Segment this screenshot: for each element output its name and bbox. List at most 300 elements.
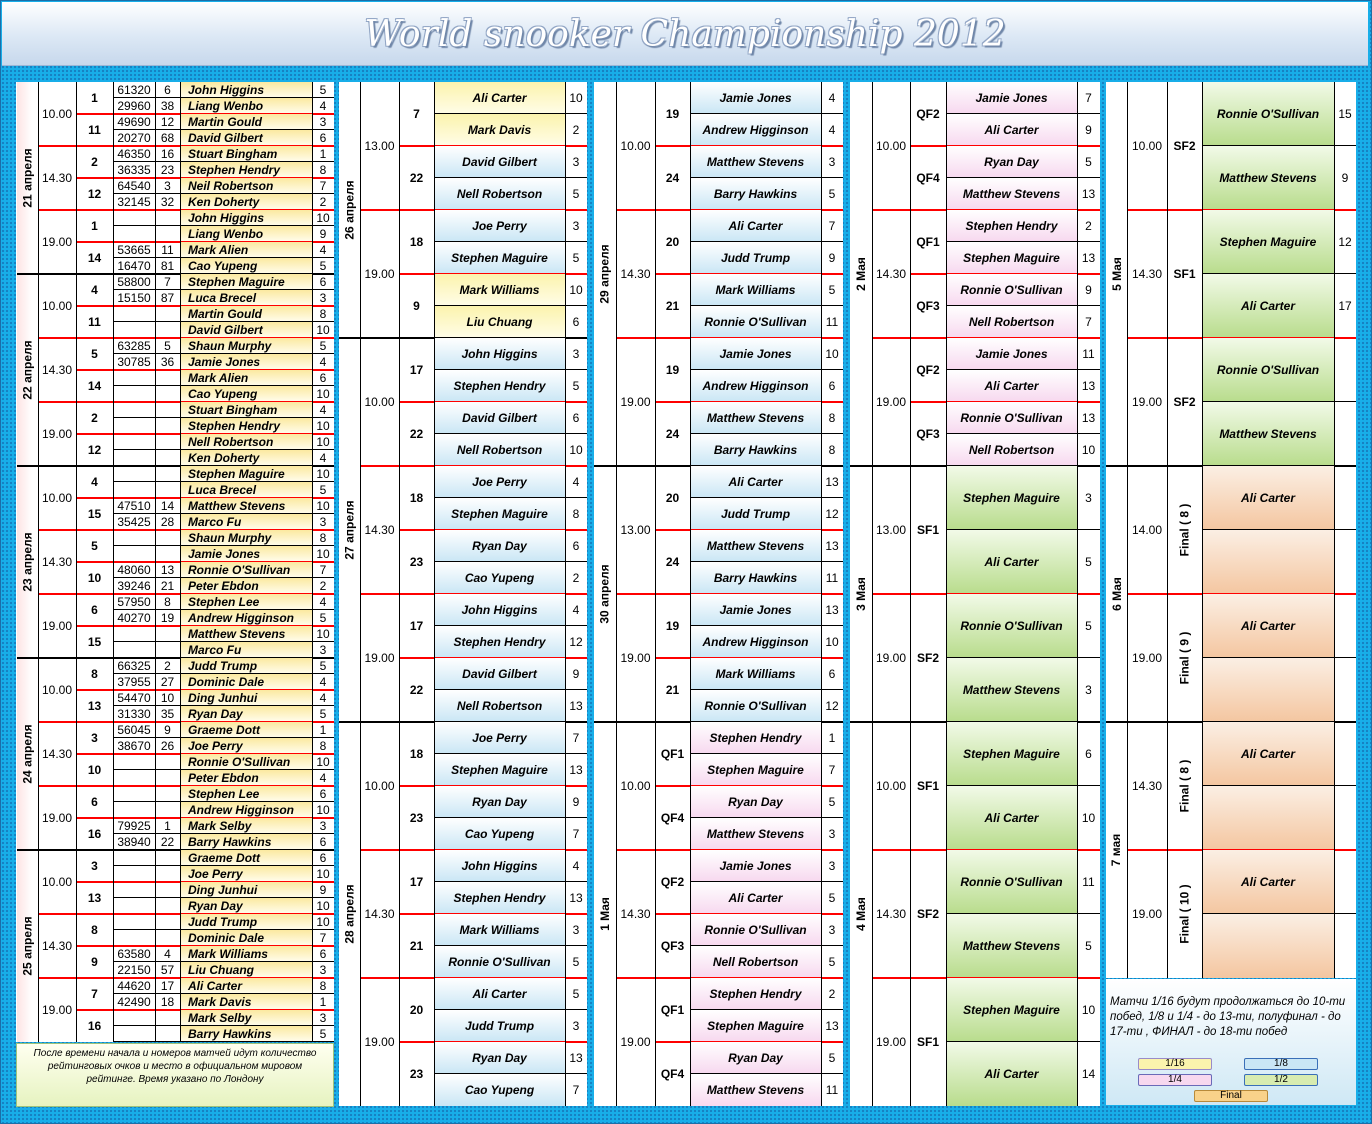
day-label [1106,82,1127,466]
ranking-points: 66325 [117,659,151,673]
player-score: 10 [316,435,330,449]
player-name[interactable]: John Higgins [434,594,565,626]
player-name[interactable]: Joe Perry [180,866,312,882]
player-name[interactable]: Stephen Maguire [434,754,565,786]
player-name[interactable]: Stephen Maguire [946,978,1077,1042]
player-name[interactable]: Nell Robertson [690,946,821,978]
session-time: 19.00 [364,1035,395,1049]
player-name[interactable]: Liang Wenbo [180,226,312,242]
player-name[interactable]: Liang Wenbo [180,98,312,114]
player-score: 10 [316,627,330,641]
player-name[interactable]: Nell Robertson [434,690,565,722]
world-rank [155,322,180,338]
player-name[interactable]: Mark Selby [180,818,312,834]
player-name[interactable]: Ronnie O'Sullivan [180,562,312,578]
player-name[interactable]: Stephen Maguire [946,722,1077,786]
player-name[interactable]: John Higgins [434,338,565,370]
ranking-points [113,530,155,546]
player-name[interactable]: Shaun Murphy [180,530,312,546]
match-number: 6 [91,795,98,809]
ranking-points [113,626,155,642]
player-name[interactable]: Liu Chuang [434,306,565,338]
column-line [180,82,181,1042]
ranking-points [113,402,155,418]
player-score: 5 [319,1027,327,1041]
player-name[interactable]: Joe Perry [434,466,565,498]
day-label-text: 21 апреля [20,148,35,208]
player-name[interactable]: John Higgins [434,850,565,882]
session-time: 10.00 [875,139,907,153]
session-time: 14.30 [620,907,651,921]
player-name[interactable]: Joe Perry [434,210,565,242]
day-label-text: 26 апреля [342,180,357,240]
ranking-points: 35425 [117,515,151,529]
player-name[interactable]: Matthew Stevens [690,146,821,178]
player-name[interactable]: Ronnie O'Sullivan [946,402,1077,434]
legend-final-swatch: Final [1194,1090,1268,1102]
day-label-text: 27 апреля [342,500,357,560]
player-name[interactable]: Stephen Hendry [180,162,312,178]
player-name[interactable]: Ken Doherty [180,450,312,466]
player-name[interactable]: Judd Trump [690,242,821,274]
player-name[interactable]: Matthew Stevens [180,626,312,642]
session-time: 14.30 [364,523,395,537]
player-name[interactable]: Cao Yupeng [180,258,312,274]
day-label-text: 24 апреля [20,724,35,784]
player-name[interactable]: Cao Yupeng [180,386,312,402]
player-name[interactable]: Neil Robertson [180,178,312,194]
ranking-points: 15150 [117,291,151,305]
player-name[interactable]: Joe Perry [180,738,312,754]
player-name[interactable]: David Gilbert [434,402,565,434]
player-score: 5 [1085,555,1092,569]
player-name[interactable]: Matthew Stevens [690,1074,821,1106]
player-name[interactable]: Martin Gould [180,114,312,130]
player-name[interactable]: Judd Trump [690,498,821,530]
player-name[interactable]: Barry Hawkins [180,834,312,850]
session-time: 10.00 [41,683,73,697]
player-name[interactable]: Ryan Day [434,1042,565,1074]
player-name[interactable]: Matthew Stevens [690,818,821,850]
player-name[interactable]: Judd Trump [180,914,312,930]
player-name[interactable]: Mark Davis [434,114,565,146]
world-rank: 87 [160,291,175,305]
player-score: 2 [572,123,580,137]
match-number-text: Final ( 8 ) [1177,503,1192,557]
player-name[interactable]: Barry Hawkins [690,562,821,594]
page-title: World snooker Championship 2012 [364,14,1006,55]
match-number: 24 [665,427,680,441]
player-name[interactable]: Nell Robertson [180,434,312,450]
player-name[interactable]: Ali Carter [690,210,821,242]
match-number: QF1 [660,747,685,761]
player-score: 8 [828,443,836,457]
player-name[interactable]: Andrew Higginson [690,114,821,146]
player-name[interactable] [1202,914,1334,978]
player-name[interactable]: Nell Robertson [434,434,565,466]
player-name[interactable]: Stephen Maguire [946,466,1077,530]
ranking-points [113,306,155,322]
player-name[interactable]: Stephen Maguire [690,1010,821,1042]
player-name[interactable]: Matthew Stevens [946,658,1077,722]
world-rank: 1 [164,819,171,833]
player-name[interactable]: Matthew Stevens [180,498,312,514]
player-name[interactable]: Ryan Day [180,898,312,914]
column-line [1077,82,1078,1106]
player-name[interactable]: Ronnie O'Sullivan [946,274,1077,306]
player-name[interactable]: Barry Hawkins [180,1026,312,1042]
player-name[interactable]: Stephen Hendry [946,210,1077,242]
player-name[interactable]: Marco Fu [180,642,312,658]
player-name[interactable]: Cao Yupeng [434,562,565,594]
ranking-points: 20270 [117,131,151,145]
match-number: 22 [409,427,424,441]
player-score: 5 [319,83,327,97]
player-name[interactable]: Stephen Maguire [434,498,565,530]
player-name[interactable]: Mark Alien [180,242,312,258]
match-number: 16 [87,1019,102,1033]
player-score: 3 [1085,491,1092,505]
player-name[interactable]: Judd Trump [434,1010,565,1042]
player-name[interactable]: Ali Carter [946,370,1077,402]
player-score: 4 [828,123,836,137]
player-score: 10 [316,547,330,561]
session-time: 19.00 [620,651,651,665]
player-name[interactable]: Ali Carter [434,978,565,1010]
player-name[interactable]: Andrew Higginson [180,610,312,626]
ranking-points: 44620 [117,979,151,993]
player-score: 6 [572,411,580,425]
player-name[interactable]: Stephen Lee [180,594,312,610]
player-name[interactable]: Mark Williams [434,274,565,306]
match-number: 20 [409,1003,424,1017]
ranking-points: 32145 [117,195,151,209]
player-name[interactable]: Ronnie O'Sullivan [946,594,1077,658]
ranking-points [113,370,155,386]
player-name[interactable]: Ali Carter [946,114,1077,146]
player-name[interactable]: Ronnie O'Sullivan [1202,82,1334,146]
player-score: 5 [1085,155,1092,169]
player-name[interactable]: Ronnie O'Sullivan [434,946,565,978]
player-name[interactable]: Ryan Day [434,786,565,818]
player-score: 8 [319,739,327,753]
player-name[interactable]: Mark Williams [434,914,565,946]
player-score: 6 [319,131,327,145]
player-score: 15 [1338,107,1352,121]
player-name[interactable]: Mark Selby [180,1010,312,1026]
world-rank: 16 [160,147,175,161]
player-name[interactable]: Jamie Jones [180,354,312,370]
player-name[interactable]: John Higgins [180,82,312,98]
player-name[interactable]: Andrew Higginson [690,626,821,658]
player-score: 5 [319,707,327,721]
player-name[interactable]: Jamie Jones [690,338,821,370]
player-name[interactable]: Luca Brecel [180,482,312,498]
player-name[interactable]: Luca Brecel [180,290,312,306]
player-score: 13 [569,891,583,905]
player-name[interactable]: Ali Carter [1202,722,1334,786]
player-name[interactable]: Andrew Higginson [180,802,312,818]
match-number: 24 [665,171,680,185]
player-name[interactable] [1202,530,1334,594]
player-name[interactable]: Ali Carter [1202,594,1334,658]
player-score [1334,402,1356,466]
player-name[interactable]: Ding Junhui [180,882,312,898]
player-name[interactable]: Nell Robertson [946,306,1077,338]
player-name[interactable]: Stephen Lee [180,786,312,802]
world-rank: 26 [160,739,175,753]
world-rank [155,530,180,546]
match-number [1167,850,1202,978]
session-time: 14.00 [1131,523,1163,537]
player-name[interactable]: Ali Carter [946,530,1077,594]
session-time: 10.00 [1131,139,1163,153]
player-name[interactable]: Cao Yupeng [434,818,565,850]
player-score: 9 [828,251,836,265]
player-name[interactable]: Ali Carter [180,978,312,994]
ranking-points: 39246 [117,579,151,593]
ranking-points: 49690 [117,115,151,129]
player-name[interactable]: Stuart Bingham [180,402,312,418]
player-name[interactable]: Ali Carter [1202,466,1334,530]
player-name[interactable]: John Higgins [180,210,312,226]
player-name[interactable]: Marco Fu [180,514,312,530]
ranking-points: 42490 [117,995,151,1009]
player-name[interactable] [1202,658,1334,722]
match-number: 5 [91,347,98,361]
player-score: 2 [1085,219,1092,233]
match-number: QF3 [916,427,940,441]
player-name[interactable]: Stephen Maguire [434,242,565,274]
player-name[interactable]: Jamie Jones [690,82,821,114]
player-name[interactable]: Jamie Jones [946,338,1077,370]
match-number: 3 [91,859,98,873]
day-label [17,82,38,274]
match-number: 13 [87,699,102,713]
player-name[interactable]: Ronnie O'Sullivan [690,690,821,722]
player-name[interactable]: Stephen Hendry [690,722,821,754]
player-name[interactable]: Stephen Hendry [434,370,565,402]
player-score: 5 [319,339,327,353]
player-name[interactable]: Cao Yupeng [434,1074,565,1106]
player-name[interactable]: Mark Williams [690,658,821,690]
player-name[interactable]: Jamie Jones [180,546,312,562]
player-score: 10 [316,755,330,769]
player-name[interactable]: Barry Hawkins [690,434,821,466]
player-name[interactable]: Ronnie O'Sullivan [180,754,312,770]
player-name[interactable]: Dominic Dale [180,930,312,946]
match-number: 8 [91,923,98,937]
player-name[interactable]: Peter Ebdon [180,578,312,594]
ranking-points: 38940 [117,835,151,849]
player-name[interactable]: Ali Carter [690,466,821,498]
match-number: 15 [87,635,102,649]
column-line [616,82,617,1106]
match-number: 21 [665,299,680,313]
player-name[interactable] [1202,786,1334,850]
player-name[interactable]: Ali Carter [1202,274,1334,338]
player-name[interactable]: Ali Carter [1202,850,1334,914]
player-name[interactable]: Matthew Stevens [690,530,821,562]
player-name[interactable]: Ryan Day [946,146,1077,178]
match-number: 9 [91,955,98,969]
player-name[interactable]: Judd Trump [180,658,312,674]
player-name[interactable]: Stuart Bingham [180,146,312,162]
player-name[interactable]: Nell Robertson [434,178,565,210]
player-score: 4 [319,675,327,689]
player-score: 4 [828,91,836,105]
player-score: 10 [316,867,330,881]
player-score: 13 [1081,187,1096,201]
player-name[interactable]: Ding Junhui [180,690,312,706]
player-name[interactable]: David Gilbert [434,658,565,690]
match-number: SF2 [916,907,939,921]
player-score: 10 [316,803,330,817]
player-name[interactable]: Joe Perry [434,722,565,754]
player-name[interactable]: Andrew Higginson [690,370,821,402]
player-name[interactable]: Stephen Hendry [434,626,565,658]
match-number: 7 [413,107,420,121]
match-number: SF1 [916,523,939,537]
player-name[interactable]: David Gilbert [180,130,312,146]
player-score: 13 [825,475,839,489]
player-name[interactable]: Ali Carter [690,882,821,914]
ranking-points: 54470 [117,691,151,705]
player-name[interactable]: Ryan Day [180,706,312,722]
ranking-points: 57950 [117,595,151,609]
player-name[interactable]: Ryan Day [690,1042,821,1074]
match-number: 11 [88,315,101,329]
player-score: 2 [828,987,836,1001]
match-number: 19 [665,619,680,633]
player-score: 3 [828,155,836,169]
match-number: 4 [91,475,98,489]
session-time: 14.30 [1131,779,1163,793]
match-number: 16 [87,827,102,841]
player-name[interactable]: Nell Robertson [946,434,1077,466]
player-name[interactable]: Ronnie O'Sullivan [690,914,821,946]
player-name[interactable]: Stephen Maguire [690,754,821,786]
player-name[interactable]: Peter Ebdon [180,770,312,786]
player-name[interactable]: Matthew Stevens [690,402,821,434]
player-name[interactable]: Matthew Stevens [1202,146,1334,210]
player-score: 8 [319,531,327,545]
player-name[interactable]: Stephen Maguire [180,274,312,290]
player-name[interactable]: Ali Carter [434,82,565,114]
ranking-points [113,1026,155,1042]
player-name[interactable]: Ali Carter [946,1042,1077,1106]
player-score: 6 [572,539,580,553]
player-name[interactable]: Jamie Jones [690,594,821,626]
player-name[interactable]: David Gilbert [434,146,565,178]
column-line [1127,82,1128,978]
column-line [565,82,566,1106]
player-score: 5 [828,955,836,969]
player-score: 4 [319,403,327,417]
player-name[interactable]: Matthew Stevens [1202,402,1334,466]
player-name[interactable]: Stephen Maguire [946,242,1077,274]
column-line [655,82,656,1106]
player-name[interactable]: Ken Doherty [180,194,312,210]
player-name[interactable]: Jamie Jones [690,850,821,882]
player-name[interactable]: Mark Williams [180,946,312,962]
day-label-text: 2 Мая [853,257,868,291]
player-name[interactable]: Mark Davis [180,994,312,1010]
ranking-points: 22150 [117,963,151,977]
player-name[interactable]: Ryan Day [690,786,821,818]
player-score [1334,658,1356,722]
player-name[interactable]: Shaun Murphy [180,338,312,354]
player-score [1334,786,1356,850]
player-name[interactable]: Martin Gould [180,306,312,322]
player-name[interactable]: Stephen Hendry [690,978,821,1010]
player-name[interactable]: Ronnie O'Sullivan [690,306,821,338]
day-label-text: 25 апреля [20,916,35,976]
match-number: 21 [409,939,424,953]
legend-sf-swatch: 1/2 [1244,1074,1318,1086]
player-score: 9 [1085,283,1092,297]
player-score: 4 [572,475,580,489]
player-name[interactable]: Matthew Stevens [946,178,1077,210]
player-name[interactable]: Mark Williams [690,274,821,306]
player-score: 6 [319,275,327,289]
player-score: 4 [319,771,327,785]
player-name[interactable]: Ronnie O'Sullivan [1202,338,1334,402]
day-label [17,850,38,1042]
player-score: 5 [572,955,580,969]
ranking-points [113,386,155,402]
match-number: QF1 [660,1003,685,1017]
player-name[interactable]: Ronnie O'Sullivan [946,850,1077,914]
player-score: 11 [825,1083,839,1097]
player-score: 3 [319,115,327,129]
player-name[interactable]: Mark Alien [180,370,312,386]
player-name[interactable]: Ryan Day [434,530,565,562]
player-score [1334,530,1356,594]
player-name[interactable]: Ali Carter [946,786,1077,850]
player-score: 5 [1085,939,1092,953]
player-score: 5 [1085,619,1092,633]
session-time: 14.30 [620,267,651,281]
ranking-points: 46350 [117,147,151,161]
match-number: QF2 [660,875,685,889]
legend-qf-swatch: 1/4 [1138,1074,1212,1086]
player-score: 5 [828,795,836,809]
player-name[interactable]: David Gilbert [180,322,312,338]
ranking-points: 56045 [117,723,151,737]
session-time: 14.30 [1131,267,1163,281]
player-name[interactable]: Stephen Hendry [434,882,565,914]
player-score: 4 [572,603,580,617]
player-name[interactable]: Dominic Dale [180,674,312,690]
player-name[interactable]: Jamie Jones [946,82,1077,114]
legend-r16-swatch: 1/16 [1138,1058,1212,1070]
ranking-points [113,434,155,450]
player-name[interactable]: Matthew Stevens [946,914,1077,978]
player-name[interactable]: Stephen Hendry [180,418,312,434]
session-time: 19.00 [41,1003,73,1017]
player-name[interactable]: Barry Hawkins [690,178,821,210]
player-name[interactable]: Graeme Dott [180,850,312,866]
match-number: 17 [409,363,424,377]
player-name[interactable]: Graeme Dott [180,722,312,738]
player-name[interactable]: Stephen Maguire [180,466,312,482]
day-label-text: 28 апреля [342,884,357,944]
player-score: 5 [319,259,327,273]
ranking-points [113,914,155,930]
player-name[interactable]: Stephen Maguire [1202,210,1334,274]
player-name[interactable]: Liu Chuang [180,962,312,978]
